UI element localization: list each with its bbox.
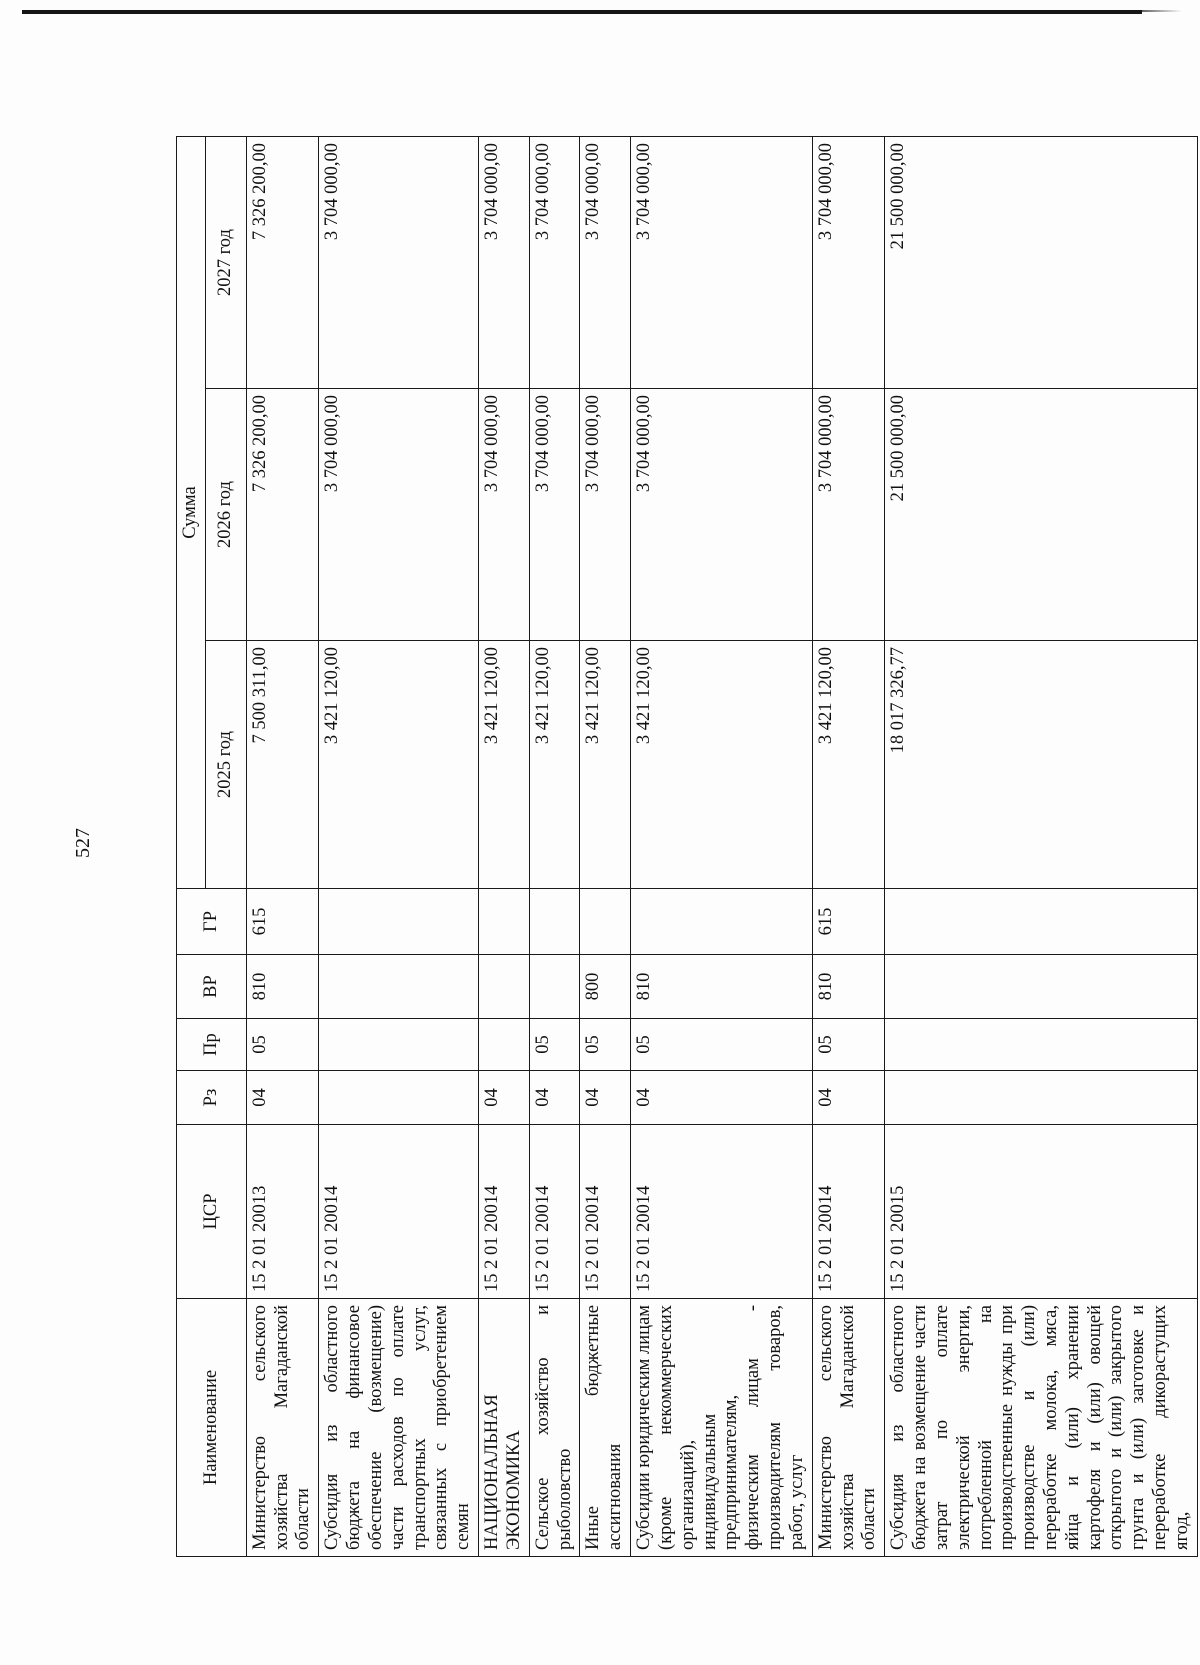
table-row [885,137,1198,1557]
row-gr [580,889,631,955]
row-rz [319,1071,479,1125]
row-vr [885,955,1198,1019]
header-gr: ГР [177,889,247,955]
table-header-row [177,137,206,1557]
scan-top-border [22,10,1142,14]
row-vr: 810 [246,955,318,1019]
row-2026: 21 500 000,00 [885,389,1198,641]
row-csr: 15 2 01 20014 [580,1125,631,1299]
row-name: Министерство сельского хозяйства Магаданской области [812,1299,884,1557]
row-pr [885,1019,1198,1071]
row-pr: 05 [246,1019,318,1071]
row-csr: 15 2 01 20013 [246,1125,318,1299]
row-gr [631,889,813,955]
header-2026: 2026 год [205,389,246,641]
row-vr: 800 [580,955,631,1019]
row-rz: 04 [580,1071,631,1125]
page-number: 527 [72,828,94,858]
row-gr: 615 [246,889,318,955]
row-gr [529,889,580,955]
row-2027: 3 704 000,00 [479,137,530,389]
row-2026: 3 704 000,00 [631,389,813,641]
table-row [580,137,631,1557]
row-csr: 15 2 01 20014 [319,1125,479,1299]
row-name: Министерство сельского хозяйства Магаданской области [246,1299,318,1557]
table-row [479,137,530,1557]
budget-table [176,136,1198,1557]
header-2025: 2025 год [205,641,246,889]
row-2027: 7 326 200,00 [246,137,318,389]
row-2025: 3 421 120,00 [529,641,580,889]
row-2025: 3 421 120,00 [479,641,530,889]
row-vr: 810 [812,955,884,1019]
row-gr [319,889,479,955]
table-row [246,137,318,1557]
row-2025: 3 421 120,00 [812,641,884,889]
table-row [812,137,884,1557]
row-csr: 15 2 01 20014 [479,1125,530,1299]
row-rz: 04 [631,1071,813,1125]
header-pr: Пр [177,1019,247,1071]
row-csr: 15 2 01 20015 [885,1125,1198,1299]
row-name: Субсидии юридическим лицам (кроме некоммерческих организаций), индивидуальным предпринимателям, физическим лицам - производителям товаров, работ, услуг [631,1299,813,1557]
row-pr: 05 [812,1019,884,1071]
row-2025: 3 421 120,00 [631,641,813,889]
row-2025: 3 421 120,00 [580,641,631,889]
row-pr [319,1019,479,1071]
row-rz: 04 [246,1071,318,1125]
row-2025: 7 500 311,00 [246,641,318,889]
row-vr [529,955,580,1019]
row-2027: 21 500 000,00 [885,137,1198,389]
row-2026: 3 704 000,00 [319,389,479,641]
row-2026: 3 704 000,00 [812,389,884,641]
row-vr [319,955,479,1019]
row-pr: 05 [631,1019,813,1071]
table-row [529,137,580,1557]
row-name: НАЦИОНАЛЬНАЯ ЭКОНОМИКА [479,1299,530,1557]
row-name: Сельское хозяйство и рыболовство [529,1299,580,1557]
row-2027: 3 704 000,00 [580,137,631,389]
budget-table-container [176,137,1192,1557]
row-2026: 3 704 000,00 [479,389,530,641]
row-gr: 615 [812,889,884,955]
row-name: Иные бюджетные ассигнования [580,1299,631,1557]
row-2026: 3 704 000,00 [529,389,580,641]
row-pr [479,1019,530,1071]
row-gr [885,889,1198,955]
row-vr: 810 [631,955,813,1019]
row-vr [479,955,530,1019]
table-row [631,137,813,1557]
header-name: Наименование [177,1299,247,1557]
row-csr: 15 2 01 20014 [529,1125,580,1299]
header-csr: ЦСР [177,1125,247,1299]
row-rz: 04 [812,1071,884,1125]
header-sum: Сумма [177,137,206,889]
row-2027: 3 704 000,00 [319,137,479,389]
row-pr: 05 [580,1019,631,1071]
table-row [319,137,479,1557]
row-2027: 3 704 000,00 [529,137,580,389]
header-rz: Рз [177,1071,247,1125]
row-2027: 3 704 000,00 [631,137,813,389]
row-name: Субсидия из областного бюджета на возмещение части затрат по оплате электрической энергии, потребленной на производственные нужды при производстве и (или) переработке молока, мяса, яйца и (или) хранении картофеля и (или) овощей открытого и (или) закрытого грунта и (или) заготовке и переработке дикорастущих ягод, [885,1299,1198,1557]
row-2027: 3 704 000,00 [812,137,884,389]
row-2025: 3 421 120,00 [319,641,479,889]
row-rz [885,1071,1198,1125]
row-rz: 04 [479,1071,530,1125]
header-vr: ВР [177,955,247,1019]
row-2026: 7 326 200,00 [246,389,318,641]
row-gr [479,889,530,955]
row-csr: 15 2 01 20014 [631,1125,813,1299]
row-name: Субсидия из областного бюджета на финансовое обеспечение (возмещение) части расходов по оплате транспортных услуг, связанных с приобретением семян [319,1299,479,1557]
row-pr: 05 [529,1019,580,1071]
row-2025: 18 017 326,77 [885,641,1198,889]
header-2027: 2027 год [205,137,246,389]
row-rz: 04 [529,1071,580,1125]
row-2026: 3 704 000,00 [580,389,631,641]
row-csr: 15 2 01 20014 [812,1125,884,1299]
